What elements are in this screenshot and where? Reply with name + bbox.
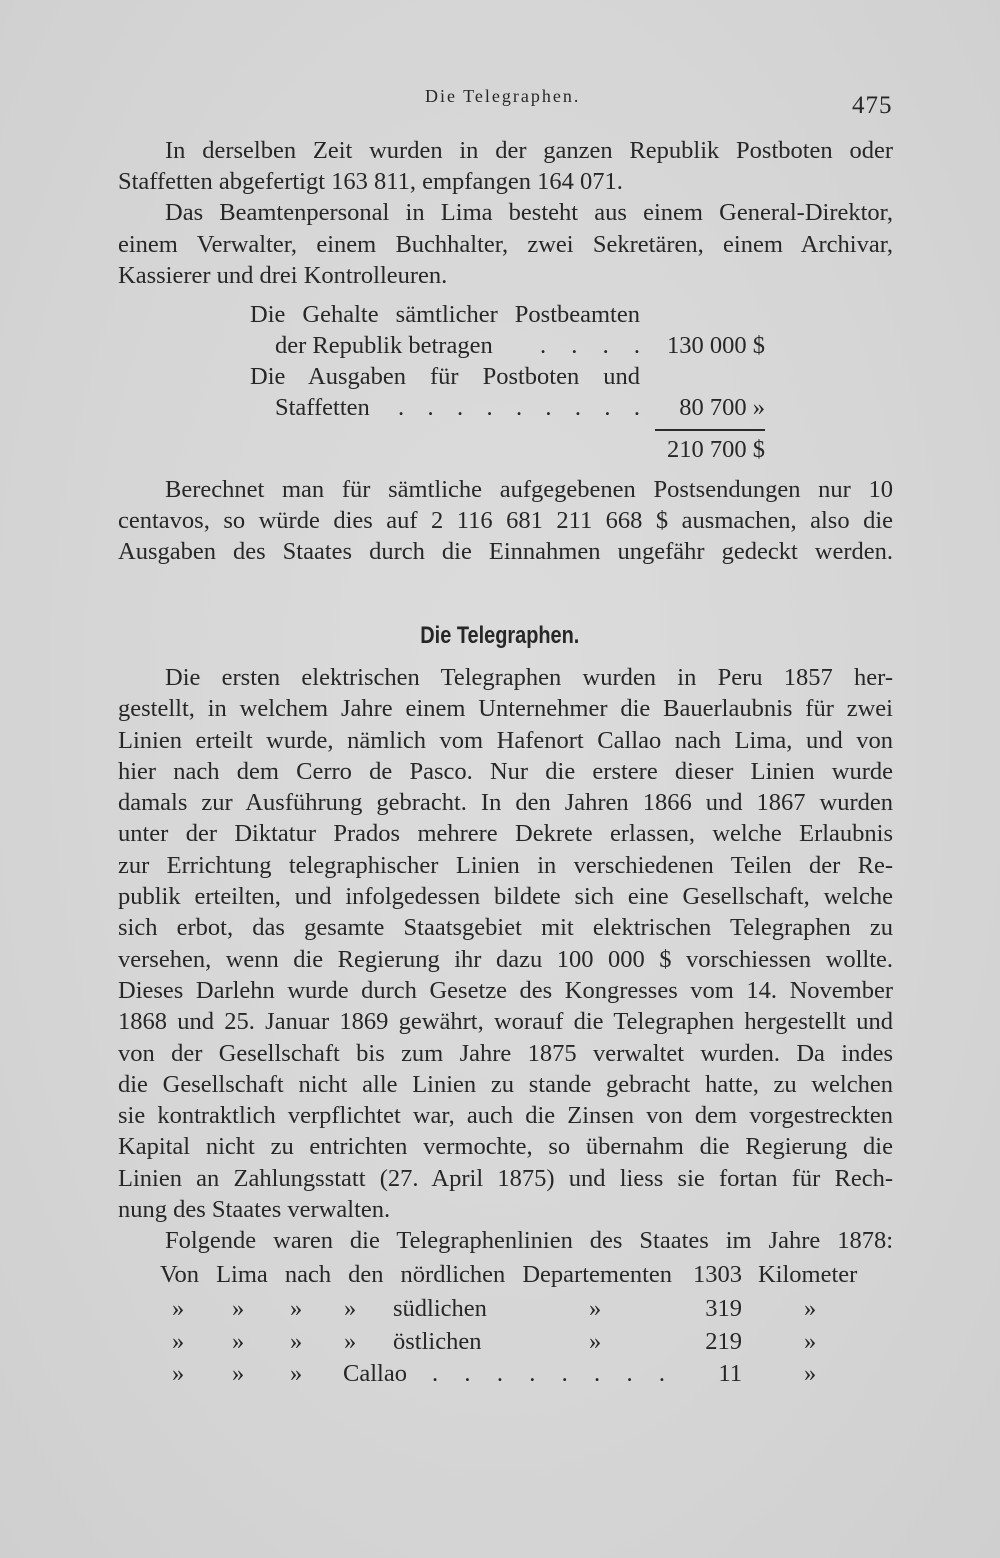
table-row — [0, 1357, 1000, 1390]
paragraph-line: Das Beamtenpersonal in Lima besteht aus einem General-Direktor, — [165, 199, 893, 227]
paragraph-line: Berechnet man für sämtliche aufgegebenen Postsendungen nur 10 — [165, 476, 893, 503]
paragraph — [118, 662, 893, 1225]
table-row — [0, 299, 1000, 330]
ditto-mark: » — [290, 1360, 303, 1387]
leader-dots: . . . . . . . . . — [398, 394, 640, 421]
table-label: der Republik betragen — [275, 332, 493, 359]
paragraph-line: sie kontraktlich verpflichtet war, auch die Zinsen von dem vorgestreckten — [118, 1102, 893, 1130]
paragraph-line: die Gesellschaft nicht alle Linien zu stande gebracht hatte, zu welchen — [118, 1070, 893, 1098]
paragraph — [118, 197, 893, 291]
paragraph-line: Linien an Zahlungsstatt (27. April 1875) und liess sie fortan für Rech- — [118, 1164, 893, 1192]
paragraph-line: In derselben Zeit wurden in der ganzen Republik Postboten oder — [165, 137, 893, 164]
table-row — [0, 1258, 1000, 1291]
leader-dots: . . . . — [540, 332, 640, 359]
table-total-row — [0, 434, 1000, 465]
ditto-mark: » — [344, 1328, 357, 1355]
paragraph-line: gestellt, in welchem Jahre einem Unternehmer die Bauerlaubnis für zwei — [118, 695, 893, 723]
ditto-mark: » — [589, 1295, 602, 1322]
telegraph-lines-table — [0, 1258, 1000, 1398]
paragraph-line: centavos, so würde dies auf 2 116 681 211 668 $ ausmachen, also die — [118, 507, 893, 535]
ditto-mark: » — [232, 1328, 245, 1355]
paragraph-line: Dieses Darlehn wurde durch Gesetze des Kongresses vom 14. November — [118, 976, 893, 1004]
paragraph-line: Ausgaben des Staates durch die Einnahmen ungefähr gedeckt werden. — [118, 538, 893, 566]
route-direction: südlichen — [393, 1295, 487, 1322]
telegraph-text — [118, 662, 893, 1257]
table-label: Die Ausgaben für Postboten und — [250, 363, 640, 390]
paragraph-line: sich erbot, das gesamte Staatsgebiet mit elektrischen Telegraphen zu — [118, 914, 893, 942]
table-row — [0, 392, 1000, 423]
section-heading-text: Die Telegraphen. — [420, 622, 580, 649]
table-amount: 80 700 » — [679, 394, 765, 421]
ditto-mark: » — [344, 1295, 357, 1322]
paragraph-line: Linien erteilt wurde, nämlich vom Hafenort Callao nach Lima, und von — [118, 726, 893, 754]
ditto-mark: » — [290, 1295, 303, 1322]
sum-rule — [655, 429, 765, 431]
ditto-mark: » — [290, 1328, 303, 1355]
ditto-mark: » — [232, 1360, 245, 1387]
length-value: 11 — [718, 1360, 742, 1387]
postal-text — [118, 135, 893, 291]
paragraph-line: einem Verwalter, einem Buchhalter, zwei Sekretären, einem Archivar, — [118, 230, 893, 258]
paragraph-line: Die ersten elektrischen Telegraphen wurden in Peru 1857 her- — [165, 664, 893, 691]
table-row — [0, 330, 1000, 361]
paragraph-line: damals zur Ausführung gebracht. In den Jahren 1866 und 1867 wurden — [118, 789, 893, 817]
ditto-mark: » — [804, 1328, 817, 1355]
table-row — [0, 361, 1000, 392]
paragraph-line: publik erteilten, und infolgedessen bildete sich eine Gesellschaft, welche — [118, 883, 893, 911]
ditto-mark: » — [804, 1295, 817, 1322]
route-destination: Callao — [343, 1360, 407, 1387]
ditto-mark: » — [232, 1295, 245, 1322]
table-total: 210 700 $ — [667, 436, 765, 463]
table-row — [0, 1292, 1000, 1325]
paragraph-line: Kapital nicht zu entrichten vermochte, so übernahm die Regierung die — [118, 1133, 893, 1161]
salary-table — [0, 299, 1000, 469]
length-value: 319 — [705, 1295, 742, 1322]
table-label: Staffetten — [275, 394, 370, 421]
paragraph-line: versehen, wenn die Regierung ihr dazu 100 000 $ vorschiessen wollte. — [118, 945, 893, 973]
ditto-mark: » — [172, 1295, 185, 1322]
paragraph — [118, 474, 893, 568]
running-title: Die Telegraphen. — [425, 86, 581, 106]
paragraph-line: Folgende waren die Telegraphenlinien des Staates im Jahre 1878: — [165, 1227, 893, 1255]
paragraph-line: 1868 und 25. Januar 1869 gewährt, worauf die Telegraphen hergestellt und — [118, 1008, 893, 1036]
paragraph-line: von der Gesellschaft bis zum Jahre 1875 verwaltet wurden. Da indes — [118, 1039, 893, 1067]
paragraph-line: zur Errichtung telegraphischer Linien in verschiedenen Teilen der Re- — [118, 851, 893, 879]
table-label: Die Gehalte sämtlicher Postbeamten — [250, 301, 640, 328]
paragraph-line: Kassierer und drei Kontrolleuren. — [118, 261, 448, 289]
paragraph-line: unter der Diktatur Prados mehrere Dekrete erlassen, welche Erlaubnis — [118, 820, 893, 848]
paragraph-line: hier nach dem Cerro de Pasco. Nur die erstere dieser Linien wurde — [118, 757, 893, 785]
section-heading — [0, 620, 1000, 652]
leader-dots: . . . . . . . . — [432, 1360, 665, 1387]
table-amount: 130 000 $ — [667, 332, 765, 359]
route-direction: östlichen — [393, 1328, 482, 1355]
length-value: 1303 — [693, 1261, 742, 1288]
ditto-mark: » — [589, 1328, 602, 1355]
ditto-mark: » — [804, 1360, 817, 1387]
paragraph — [118, 135, 893, 197]
length-value: 219 — [705, 1328, 742, 1355]
ditto-mark: » — [172, 1328, 185, 1355]
table-row — [0, 1325, 1000, 1358]
length-unit: Kilometer — [758, 1261, 858, 1288]
paragraph-line: Staffetten abgefertigt 163 811, empfangen 164 071. — [118, 168, 623, 196]
paragraph — [118, 1225, 893, 1256]
ditto-mark: » — [172, 1360, 185, 1387]
paragraph-line: nung des Staates verwalten. — [118, 1196, 391, 1224]
page-number: 475 — [852, 92, 893, 119]
route-label: Von Lima nach den nördlichen Departementen — [160, 1261, 672, 1288]
